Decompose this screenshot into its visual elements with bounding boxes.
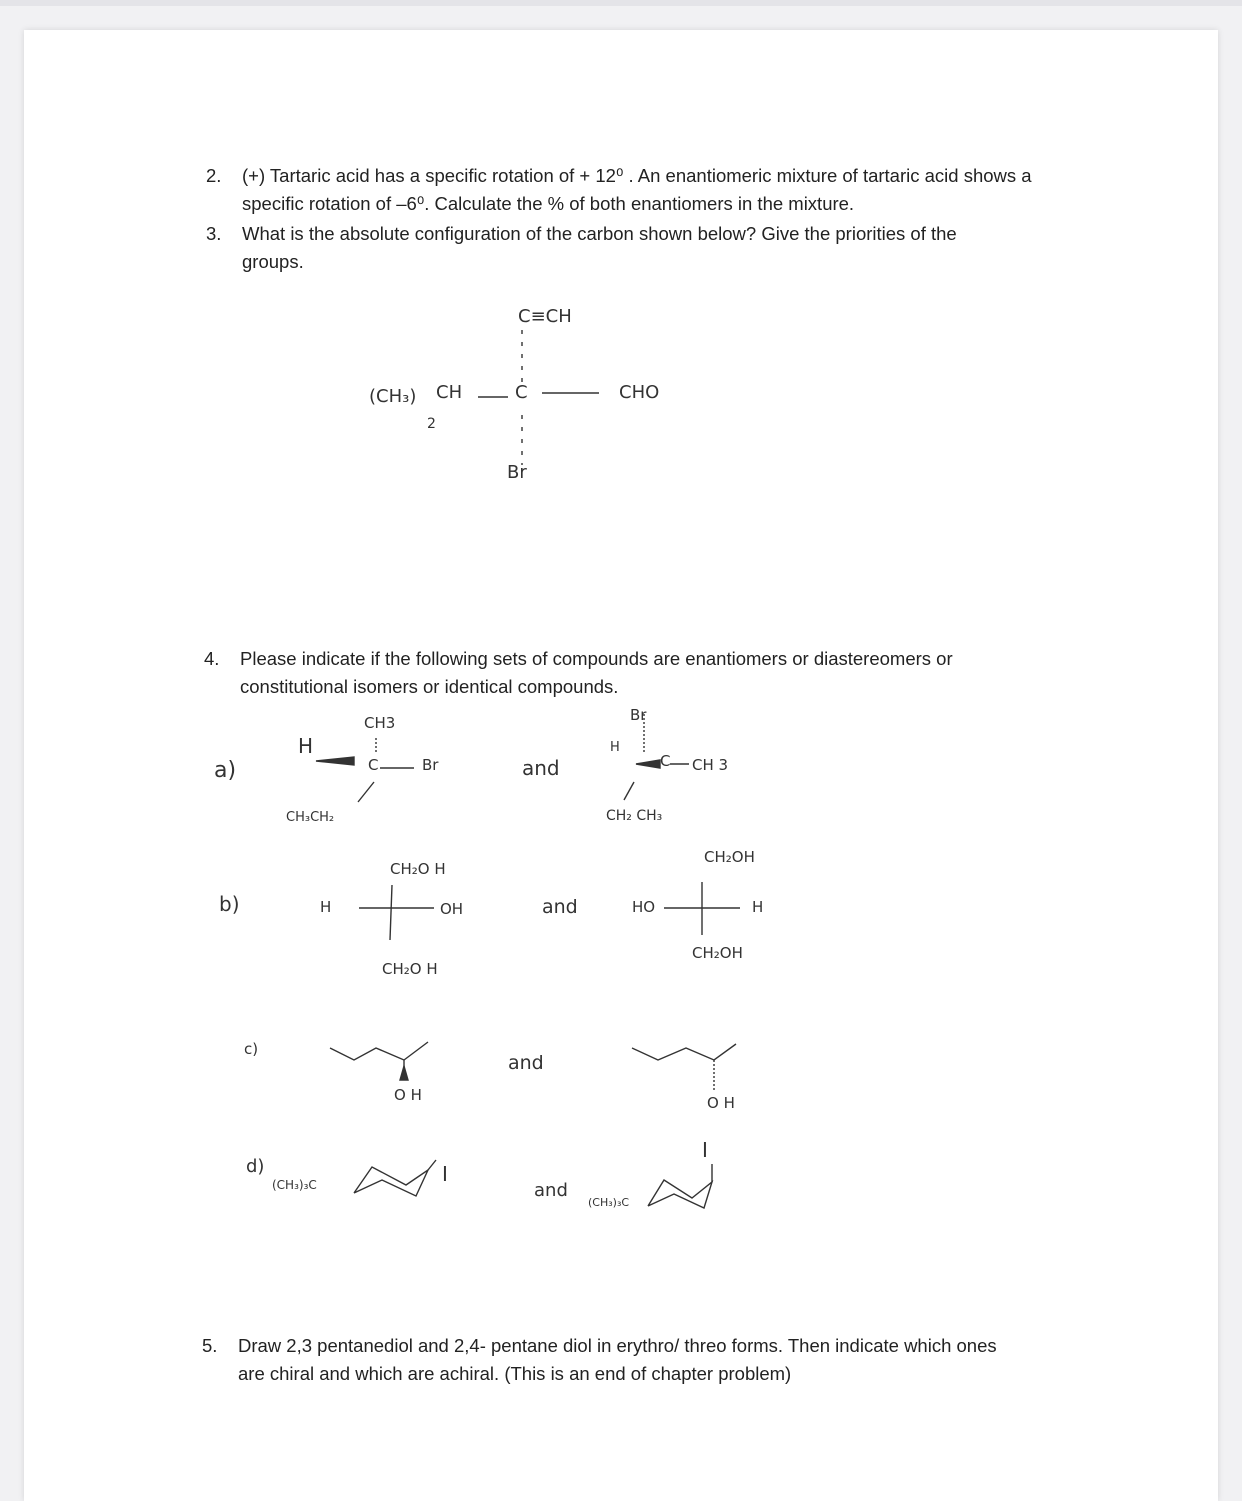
q3-bottom-group: Br	[507, 462, 527, 483]
document-page	[24, 30, 1218, 1501]
c-m2-oh: O H	[707, 1094, 735, 1112]
b-m2-right: H	[752, 898, 764, 916]
q3-top-group: C≡CH	[518, 306, 572, 327]
part-a-label: a)	[214, 758, 237, 783]
b-m1-right: OH	[440, 900, 464, 918]
a-m1-center: C	[368, 756, 379, 774]
a-m2-top: Br	[630, 706, 647, 724]
question-number: 2.	[206, 165, 222, 186]
b-m1-bottom: CH₂O H	[382, 960, 438, 978]
a-m1-left: H	[298, 734, 314, 758]
b-and: and	[542, 896, 578, 918]
q3-left-subscript: 2	[427, 416, 436, 432]
a-m2-left: H	[610, 740, 620, 755]
window-top-bar	[0, 0, 1242, 6]
d-m2-substituent: (CH₃)₃C	[588, 1196, 630, 1209]
d-m2-iodine: I	[702, 1138, 708, 1162]
a-m2-bottom: CH₂ CH₃	[606, 808, 663, 824]
a-m1-bottom: CH₃CH₂	[286, 810, 335, 825]
question-line: specific rotation of –6⁰. Calculate the % of both enantiomers in the mixture.	[242, 193, 855, 214]
d-m1-iodine: I	[442, 1162, 448, 1186]
b-m2-top: CH₂OH	[704, 848, 755, 866]
question-line: (+) Tartaric acid has a specific rotation of + 12⁰ . An enantiomeric mixture of tartaric acid shows a	[242, 165, 1032, 186]
b-m1-left: H	[320, 898, 332, 916]
part-d-rings	[24, 30, 1218, 1501]
a-m1-right: Br	[422, 756, 439, 774]
q3-left-group: (CH₃)	[369, 386, 417, 407]
question-line: Please indicate if the following sets of compounds are enantiomers or diastereomers or	[240, 648, 953, 669]
question-line: What is the absolute configuration of the carbon shown below? Give the priorities of the	[242, 223, 957, 244]
a-and: and	[522, 756, 560, 780]
question-number: 4.	[204, 648, 220, 669]
question-line: Draw 2,3 pentanediol and 2,4- pentane diol in erythro/ threo forms. Then indicate which ones	[238, 1335, 997, 1356]
question-line: groups.	[242, 251, 304, 272]
part-d-label: d)	[246, 1156, 265, 1177]
b-m2-bottom: CH₂OH	[692, 944, 743, 962]
part-b-label: b)	[219, 892, 240, 916]
question-number: 5.	[202, 1335, 218, 1356]
question-line: are chiral and which are achiral. (This is an end of chapter problem)	[238, 1363, 792, 1384]
question-line: constitutional isomers or identical compounds.	[240, 676, 619, 697]
q3-left-ch: CH	[436, 382, 463, 403]
q3-right-group: CHO	[619, 382, 660, 403]
d-m1-substituent: (CH₃)₃C	[272, 1178, 317, 1192]
c-and: and	[508, 1052, 544, 1074]
b-m1-top: CH₂O H	[390, 860, 446, 878]
d-and: and	[534, 1180, 568, 1201]
a-m2-center: C	[660, 752, 671, 770]
a-m1-top: CH3	[364, 714, 396, 732]
question-5	[202, 1332, 1122, 1392]
b-m2-left: HO	[632, 898, 656, 916]
part-c-label: c)	[244, 1040, 259, 1058]
a-m2-right: CH 3	[692, 756, 729, 774]
c-m1-oh: O H	[394, 1086, 422, 1104]
q3-center-carbon: C	[515, 382, 528, 403]
question-number: 3.	[206, 223, 222, 244]
